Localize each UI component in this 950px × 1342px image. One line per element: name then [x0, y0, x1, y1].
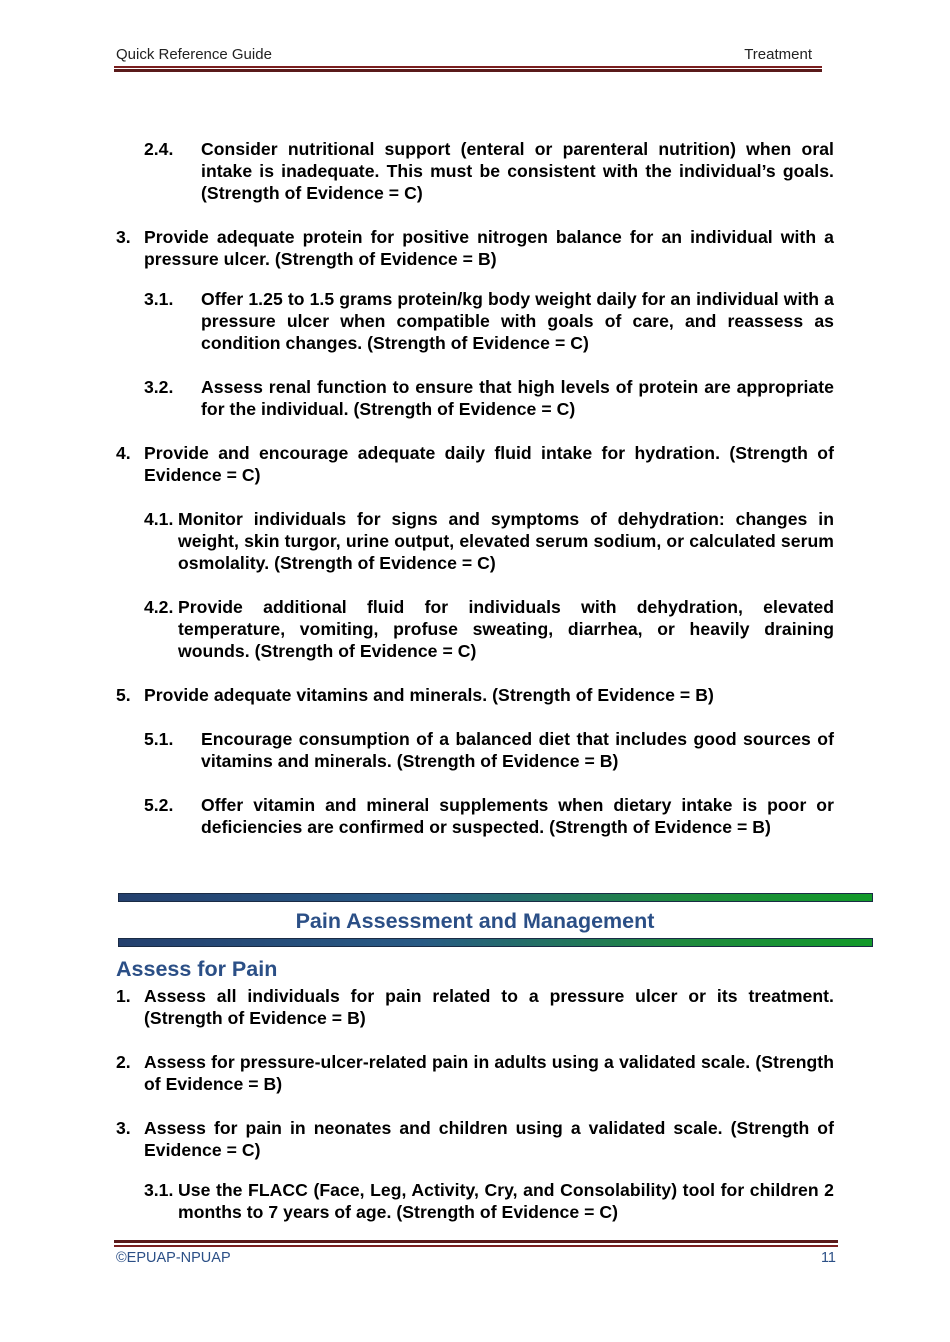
item-number: 5. — [116, 685, 131, 705]
pain-item-text: Assess for pain in neonates and children using a validated scale. (Strength of Evidence = C) — [144, 1118, 834, 1160]
item-number: 3. — [116, 227, 131, 247]
item-number: 2.4. — [144, 139, 174, 159]
item-number: 3.2. — [144, 377, 174, 397]
item-text: Assess renal function to ensure that high levels of protein are appropriate for the individual. (Strength of Evidence = C) — [201, 377, 834, 419]
header-right: Treatment — [744, 46, 812, 63]
pain-item-text: Use the FLACC (Face, Leg, Activity, Cry, and Consolability) tool for children 2 months to 7 years of age. (Strength of Evidence = C) — [178, 1180, 834, 1222]
pain-item-number: 1. — [116, 986, 131, 1006]
item-number: 4.2. — [144, 597, 174, 617]
item-text: Provide and encourage adequate daily fluid intake for hydration. (Strength of Evidence = C) — [144, 443, 834, 485]
subheading: Assess for Pain — [116, 957, 278, 981]
item-number: 5.2. — [144, 795, 174, 815]
header-left: Quick Reference Guide — [116, 46, 272, 63]
footer-rule-thin — [114, 1245, 838, 1247]
item-text: Offer 1.25 to 1.5 grams protein/kg body weight daily for an individual with a pressure ulcer when compatible with goals of care, and reassess as condition changes. (Strength of Evidence = C) — [201, 289, 834, 353]
page-number: 11 — [820, 1250, 836, 1266]
footer-copyright: ©EPUAP-NPUAP — [116, 1250, 231, 1266]
section-band-top — [118, 893, 873, 902]
item-number: 4.1. — [144, 509, 174, 529]
item-text: Provide adequate vitamins and minerals. (Strength of Evidence = B) — [144, 685, 714, 705]
item-number: 5.1. — [144, 729, 174, 749]
header-rule-thick — [114, 69, 822, 72]
item-number: 4. — [116, 443, 131, 463]
item-text: Consider nutritional support (enteral or parenteral nutrition) when oral intake is inadequate. This must be consistent with the individual’s goals. (Strength of Evidence = C) — [201, 139, 834, 203]
item-number: 3.1. — [144, 289, 174, 309]
pain-item-number: 2. — [116, 1052, 131, 1072]
item-text: Monitor individuals for signs and symptoms of dehydration: changes in weight, skin turgor, urine output, elevated serum sodium, or calculated serum osmolality. (Strength of Evidence = C) — [178, 509, 834, 573]
item-text: Provide adequate protein for positive nitrogen balance for an individual with a pressure ulcer. (Strength of Evidence = B) — [144, 227, 834, 269]
pain-item-number: 3.1. — [144, 1180, 174, 1200]
header-rule-thin — [114, 66, 822, 68]
footer-rule-thick — [114, 1240, 838, 1243]
page-footer — [116, 1250, 836, 1266]
item-text: Provide additional fluid for individuals with dehydration, elevated temperature, vomiting, profuse sweating, diarrhea, or heavily draining wounds. (Strength of Evidence = C) — [178, 597, 834, 661]
section-title: Pain Assessment and Management — [295, 909, 655, 933]
item-text: Offer vitamin and mineral supplements when dietary intake is poor or deficiencies are confirmed or suspected. (Strength of Evidence = B) — [201, 795, 834, 837]
item-text: Encourage consumption of a balanced diet that includes good sources of vitamins and minerals. (Strength of Evidence = B) — [201, 729, 834, 771]
section-band-bottom — [118, 938, 873, 947]
pain-item-text: Assess all individuals for pain related to a pressure ulcer or its treatment. (Strength of Evidence = B) — [144, 986, 834, 1028]
page-header — [116, 44, 820, 66]
pain-item-number: 3. — [116, 1118, 131, 1138]
pain-item-text: Assess for pressure-ulcer-related pain in adults using a validated scale. (Strength of Evidence = B) — [144, 1052, 834, 1094]
